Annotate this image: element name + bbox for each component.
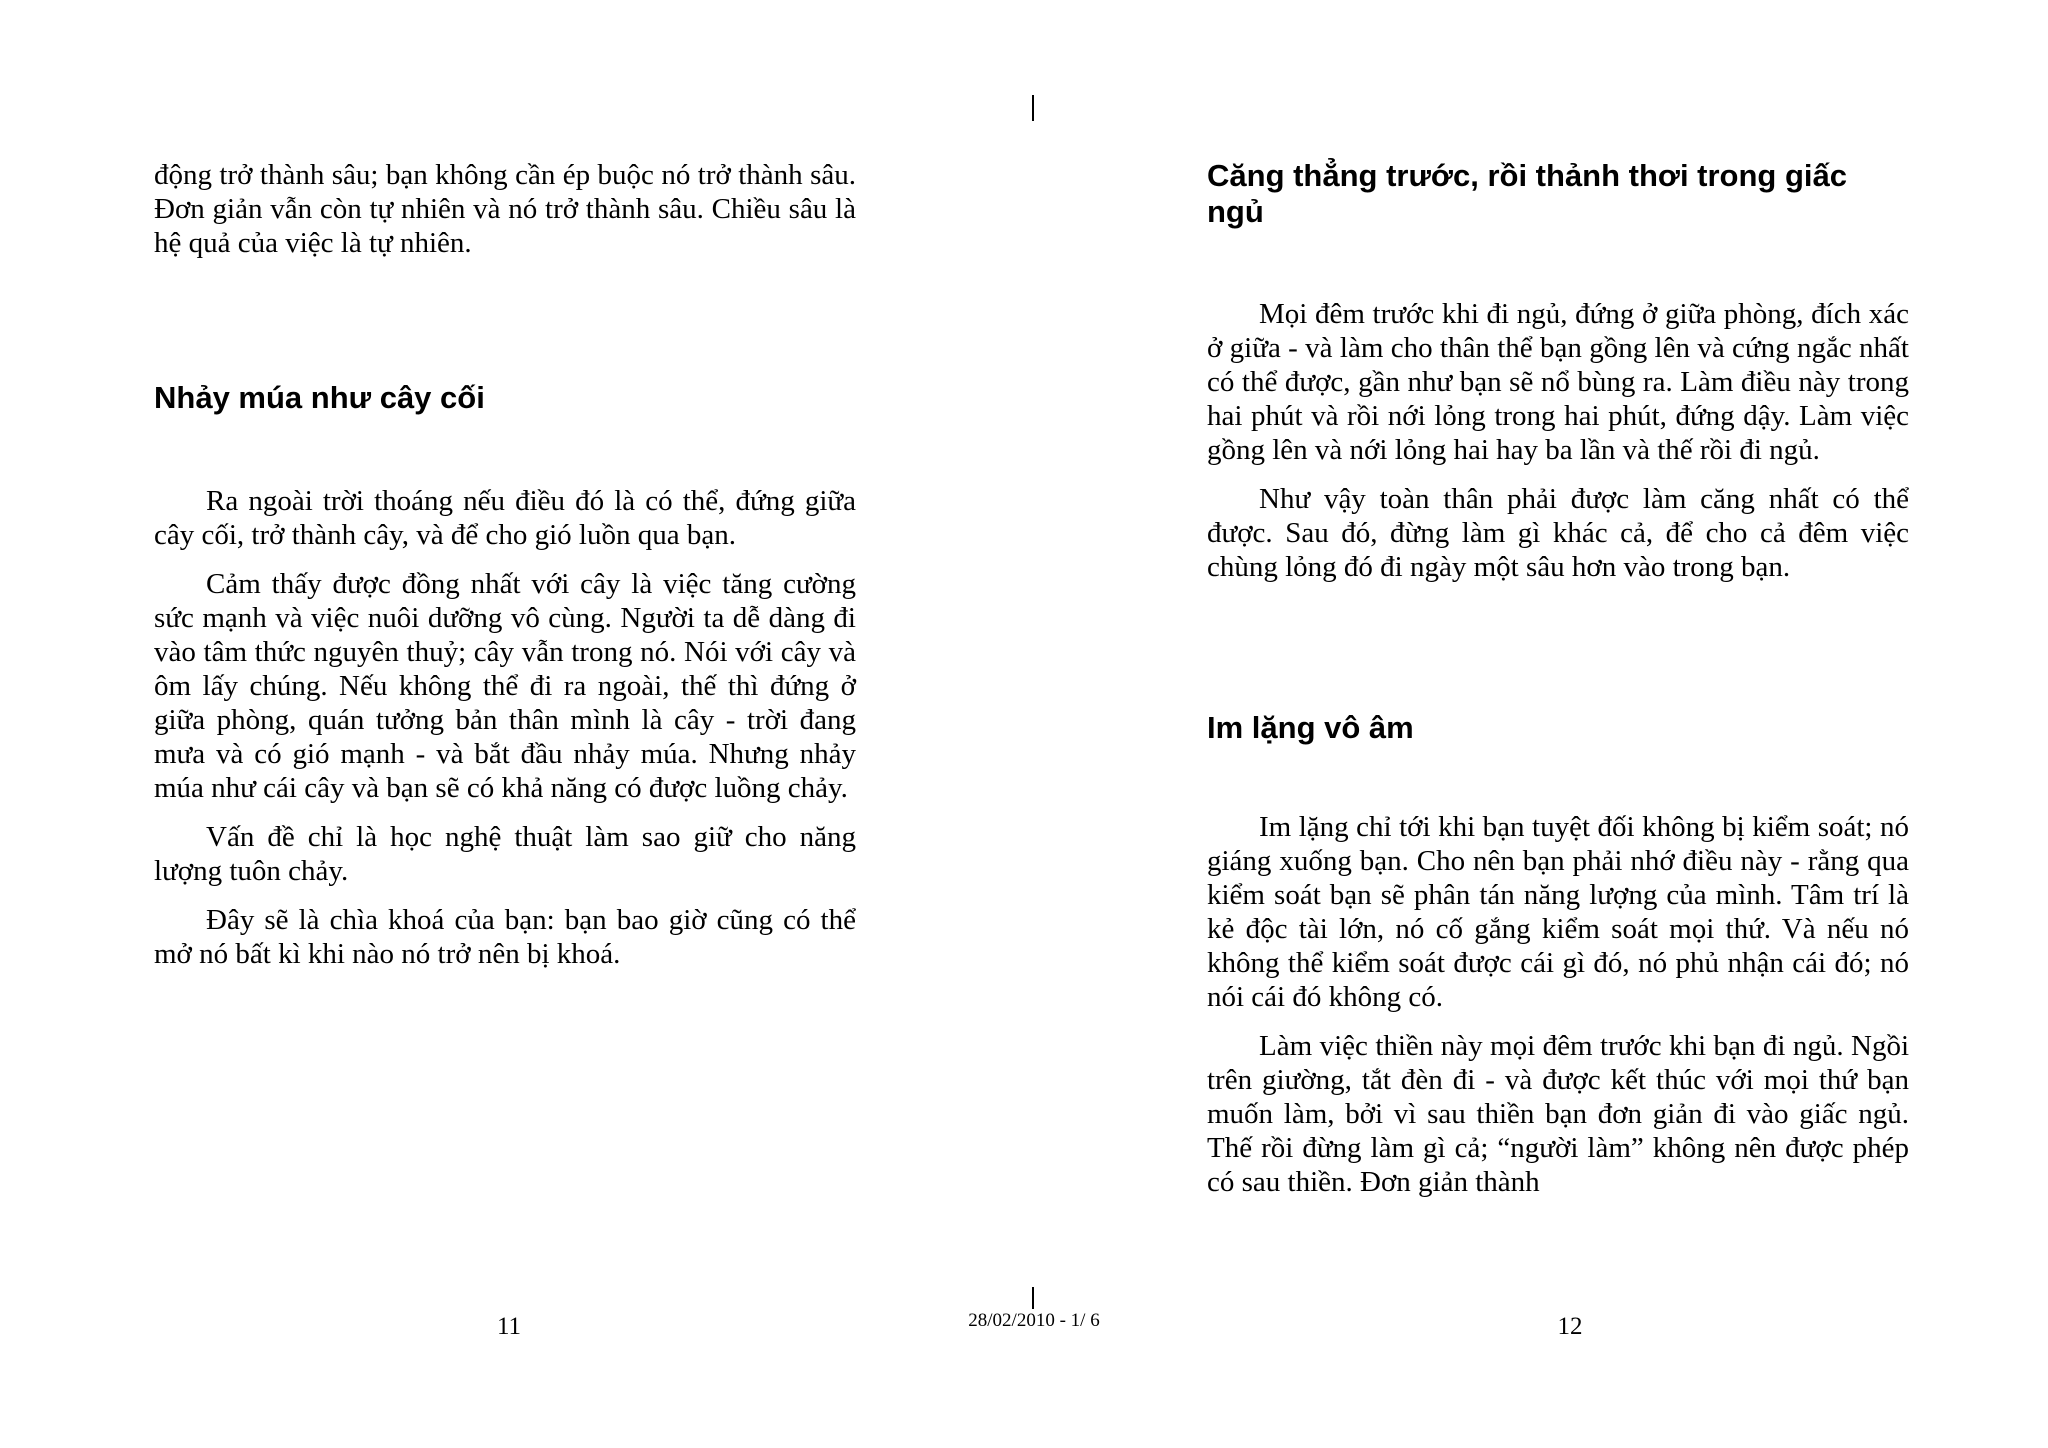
fold-marker-top (1032, 95, 1034, 121)
paragraph: Như vậy toàn thân phải được làm căng nhất có thể được. Sau đó, đừng làm gì khác cả, để cho cả đêm việc chùng lỏng đó đi ngày một sâu hơn vào trong bạn. (1207, 483, 1909, 583)
paragraph: Vấn đề chỉ là học nghệ thuật làm sao giữ cho năng lượng tuôn chảy. (154, 821, 856, 887)
fold-marker-bottom (1032, 1287, 1034, 1309)
paragraph: Mọi đêm trước khi đi ngủ, đứng ở giữa phòng, đích xác ở giữa - và làm cho thân thể bạn gồng lên và cứng ngắc nhất có thể được, gần như bạn sẽ nổ bùng ra. Làm điều này trong hai phút và rồi nới lỏng trong hai phút, đứng dậy. Làm việc gồng lên và nới lỏng hai hay ba lần và thế rồi đi ngủ. (1207, 298, 1909, 466)
print-date-stamp: 28/02/2010 - 1/ 6 (968, 1310, 1100, 1331)
section-heading-dance-like-trees: Nhảy múa như cây cối (154, 380, 485, 415)
paragraph: Ra ngoài trời thoáng nếu điều đó là có thể, đứng giữa cây cối, trở thành cây, và để cho gió luồn qua bạn. (154, 485, 856, 551)
section-body-soundless-silence (1207, 810, 1909, 1199)
section-body-dance-like-trees (154, 484, 856, 971)
section-heading-tension-then-relax: Căng thẳng trước, rồi thảnh thơi trong giấc ngủ (1207, 158, 1848, 229)
left-page (154, 158, 856, 986)
page-number-right: 12 (1557, 1313, 1583, 1340)
paragraph: Im lặng chỉ tới khi bạn tuyệt đối không bị kiểm soát; nó giáng xuống bạn. Cho nên bạn phải nhớ điều này - rằng qua kiểm soát bạn sẽ phân tán năng lượng của mình. Tâm trí là kẻ độc tài lớn, nó cố gắng kiểm soát mọi thứ. Và nếu nó không thể kiểm soát được cái gì đó, nó phủ nhận cái đó; nó nói cái đó không có. (1207, 811, 1909, 1013)
right-page (1207, 158, 1909, 1214)
paragraph: Cảm thấy được đồng nhất với cây là việc tăng cường sức mạnh và việc nuôi dưỡng vô cùng. Người ta dễ dàng đi vào tâm thức nguyên thuỷ; cây vẫn trong nó. Nói với cây và ôm lấy chúng. Nếu không thể đi ra ngoài, thế thì đứng ở giữa phòng, quán tưởng bản thân mình là cây - trời đang mưa và có gió mạnh - và bắt đầu nhảy múa. Nhưng nhảy múa như cái cây và bạn sẽ có khả năng có được luồng chảy. (154, 568, 856, 804)
paragraph: Làm việc thiền này mọi đêm trước khi bạn đi ngủ. Ngồi trên giường, tắt đèn đi - và được kết thúc với mọi thứ bạn muốn làm, bởi vì sau thiền bạn đơn giản đi vào giấc ngủ. Thế rồi đừng làm gì cả; “người làm” không nên được phép có sau thiền. Đơn giản thành (1207, 1030, 1909, 1198)
paragraph: Đây sẽ là chìa khoá của bạn: bạn bao giờ cũng có thể mở nó bất kì khi nào nó trở nên bị khoá. (154, 904, 856, 970)
continued-paragraph: động trở thành sâu; bạn không cần ép buộc nó trở thành sâu. Đơn giản vẫn còn tự nhiên và nó trở thành sâu. Chiều sâu là hệ quả của việc là tự nhiên. (154, 159, 856, 259)
section-body-tension-then-relax (1207, 297, 1909, 584)
section-heading-soundless-silence: Im lặng vô âm (1207, 710, 1414, 745)
page-number-left: 11 (496, 1313, 522, 1340)
